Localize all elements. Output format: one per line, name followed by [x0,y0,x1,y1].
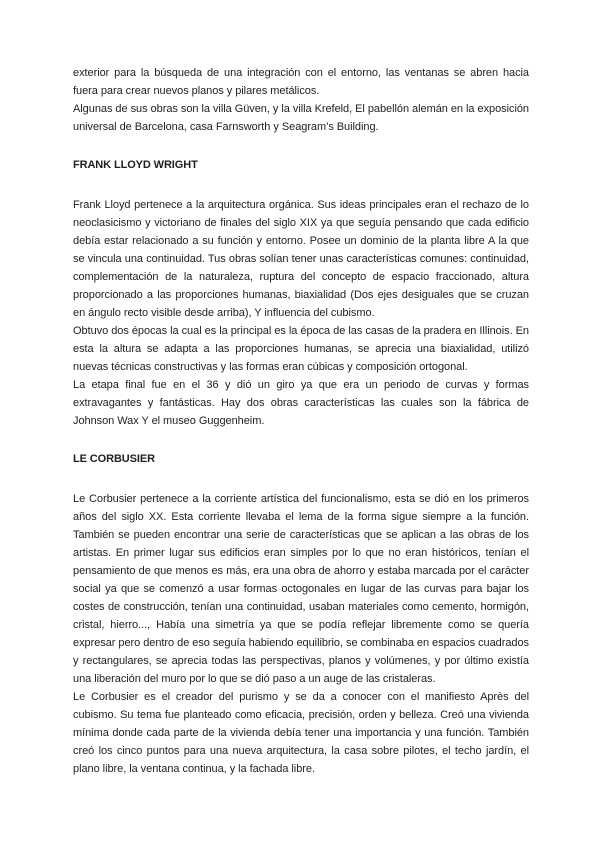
wright-paragraph-3: La etapa final fue en el 36 y dió un giro ya que era un periodo de curvas y formas extravagantes y fantásticas. Hay dos obras características las cuales son la fábrica de Johnson Wax Y el museo Guggenheim. [73,379,529,427]
wright-paragraph-2: Obtuvo dos épocas la cual es la principal es la época de las casas de la pradera en Illinois. En esta la altura se adapta a las proporciones humanas, se aprecia una biaxialidad, utilizó nuevas técnicas constructivas y las formas eran cúbicas y composición ortogonal. [73,325,529,373]
intro-paragraph-1: exterior para la búsqueda de una integración con el entorno, las ventanas se abren hacia fuera para crear nuevos planos y pilares metálicos. [73,67,529,97]
corbusier-paragraph-1: Le Corbusier pertenece a la corriente artística del funcionalismo, esta se dió en los primeros años del siglo XX. Esta corriente llevaba el lema de la forma sigue siempre a la función. También se pueden encontrar una serie de características que se aplican a las obras de los artistas. En primer lugar sus edificios eran simples por lo que no eran históricos, tenían el pensamiento de que menos es más, era una obra de ahorro y estaba marcada por el carácter social ya que se comenzó a usar formas octogonales en lugar de las curvas para bajar los costes de construcción, tenían una continuidad, usaban materiales como cemento, hormigón, cristal, hierro..., Había una simetría ya que se podía reflejar libremente como se quería expresar pero dentro de eso seguía habiendo equilibrio, se combinaba en espacios cuadrados y rectangulares, se aprecia todas las perspectivas, planos y volúmenes, y por último existía una liberación del muro por lo que se dió paso a un auge de las cristaleras. [73,493,529,685]
document-page [73,64,529,778]
heading-frank-lloyd-wright: FRANK LLOYD WRIGHT [73,159,198,171]
intro-paragraph-2: Algunas de sus obras son la villa Güven, y la villa Krefeld, El pabellón alemán en la exposición universal de Barcelona, casa Farnsworth y Seagram’s Building. [73,103,529,133]
corbusier-paragraph-2: Le Corbusier es el creador del purismo y se da a conocer con el manifiesto Après del cubismo. Su tema fue planteado como eficacia, precisión, orden y belleza. Creó una vivienda mínima donde cada parte de la vivienda debía tener una importancia y una función. También creó los cinco puntos para una nueva arquitectura, la casa sobre pilotes, el techo jardín, el plano libre, la ventana continua, y la fachada libre. [73,691,529,775]
heading-le-corbusier: LE CORBUSIER [73,453,155,465]
wright-paragraph-1: Frank Lloyd pertenece a la arquitectura orgánica. Sus ideas principales eran el rechazo de lo neoclasicismo y victoriano de finales del siglo XIX ya que seguía pensando que cada edificio debía estar relacionado a su función y entorno. Posee un dominio de la planta libre A la que se vincula una continuidad. Tus obras solían tener unas características comunes: continuidad, complementación de la naturaleza, ruptura del concepto de espacio fraccionado, altura proporcionado a las proporciones humanas, biaxialidad (Dos ejes desiguales que se cruzan en ángulo recto visible desde arriba), Y influencia del cubismo. [73,199,529,319]
